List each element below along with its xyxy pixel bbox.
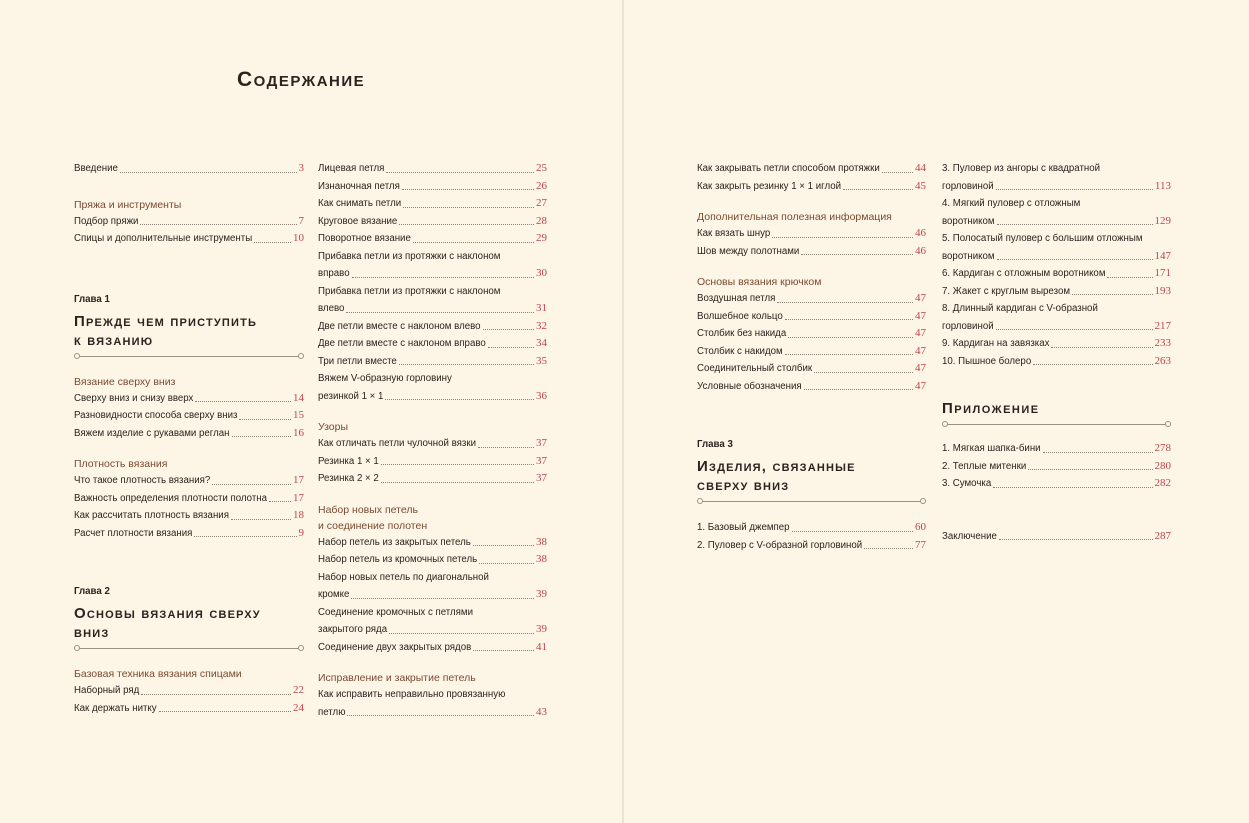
toc-entry[interactable]: Две петли вместе с наклоном вправо 34 — [318, 337, 547, 349]
toc-entry[interactable]: Столбик без накида 47 — [697, 327, 926, 339]
section-heading: Исправление и закрытие петель — [318, 672, 476, 684]
toc-entry[interactable]: Изнаночная петля 26 — [318, 179, 547, 192]
toc-entry[interactable]: Разновидности способа сверху вниз 15 — [74, 409, 304, 421]
section-heading: Вязание сверху вниз — [74, 375, 176, 388]
toc-entry[interactable]: Что такое плотность вязания? 17 — [74, 474, 304, 486]
toc-column-4 — [942, 160, 1171, 545]
toc-column-2 — [318, 160, 547, 721]
toc-entry[interactable]: 9. Кардиган на завязках 233 — [942, 337, 1171, 349]
appendix-title: Приложение — [942, 400, 1040, 417]
section-heading: Набор новых петель и соединение полотен — [318, 503, 428, 532]
toc-entry[interactable]: Соединительный столбик 47 — [697, 362, 926, 374]
chapter-divider — [74, 353, 304, 360]
toc-entry[interactable]: Резинка 1 × 1 37 — [318, 454, 547, 467]
toc-entry[interactable]: 3. Пуловер из ангоры с квадратной горловиной 113 — [942, 163, 1171, 192]
toc-entry[interactable]: 6. Кардиган с отложным воротником 171 — [942, 267, 1171, 279]
toc-entry[interactable]: Поворотное вязание 29 — [318, 232, 547, 244]
toc-entry[interactable]: Волшебное кольцо 47 — [697, 309, 926, 322]
toc-entry[interactable]: Прибавка петли из протяжки с наклоном вправо 30 — [318, 250, 547, 279]
chapter-2-label: Глава 2 — [74, 586, 110, 597]
toc-entry[interactable]: Как закрыть резинку 1 × 1 иглой 45 — [697, 179, 926, 192]
toc-entry[interactable]: Как вязать шнур 46 — [697, 227, 926, 239]
toc-entry[interactable]: Прибавка петли из протяжки с наклоном влево 31 — [318, 285, 547, 314]
toc-entry[interactable]: Как исправить неправильно провязанную петлю 43 — [318, 689, 547, 718]
toc-entry[interactable]: 10. Пышное болеро 263 — [942, 354, 1171, 367]
toc-column-1 — [74, 160, 304, 717]
toc-entry[interactable]: Вяжем V-образную горловину резинкой 1 × 1 36 — [318, 373, 547, 402]
chapter-1-title: Прежде чем приступить к вязанию — [74, 312, 258, 349]
toc-entry[interactable]: Условные обозначения 47 — [697, 379, 926, 392]
toc-entry[interactable]: Как рассчитать плотность вязания 18 — [74, 509, 304, 521]
toc-entry[interactable]: Расчет плотности вязания 9 — [74, 526, 304, 539]
toc-entry[interactable]: Соединение кромочных с петлями закрытого ряда 39 — [318, 606, 547, 635]
toc-entry[interactable]: Набор петель из кромочных петель 38 — [318, 553, 547, 565]
toc-entry-conclusion[interactable]: Заключение 287 — [942, 529, 1171, 542]
toc-entry[interactable]: Шов между полотнами 46 — [697, 244, 926, 257]
toc-entry[interactable]: Резинка 2 × 2 37 — [318, 472, 547, 484]
toc-entry[interactable]: Как отличать петли чулочной вязки 37 — [318, 437, 547, 449]
toc-entry[interactable]: 5. Полосатый пуловер с большим отложным воротником 147 — [942, 233, 1171, 262]
toc-entry[interactable]: Круговое вязание 28 — [318, 214, 547, 227]
toc-entry[interactable]: 3. Сумочка 282 — [942, 477, 1171, 489]
chapter-divider — [697, 498, 926, 505]
toc-entry[interactable]: Соединение двух закрытых рядов 41 — [318, 640, 547, 653]
chapter-3-title: Изделия, связанные сверху вниз — [697, 458, 856, 494]
chapter-divider — [74, 645, 304, 652]
toc-entry[interactable]: Набор новых петель по диагональной кромке 39 — [318, 571, 547, 600]
toc-entry[interactable]: 1. Мягкая шапка-бини 278 — [942, 442, 1171, 454]
chapter-1-label: Глава 1 — [74, 293, 110, 305]
toc-entry[interactable]: Наборный ряд 22 — [74, 684, 304, 696]
section-heading: Узоры — [318, 421, 349, 433]
section-heading-yarn: Пряжа и инструменты — [74, 198, 182, 211]
toc-entry[interactable]: Воздушная петля 47 — [697, 292, 926, 304]
toc-entry[interactable]: Подбор пряжи 7 — [74, 214, 304, 227]
toc-entry[interactable]: Две петли вместе с наклоном влево 32 — [318, 319, 547, 332]
toc-entry[interactable]: 4. Мягкий пуловер с отложным воротником 129 — [942, 198, 1171, 227]
chapter-2-title: Основы вязания сверху вниз — [74, 605, 261, 641]
chapter-3-label: Глава 3 — [697, 439, 733, 450]
toc-entry[interactable]: Вяжем изделие с рукавами реглан 16 — [74, 426, 304, 439]
toc-entry[interactable]: 8. Длинный кардиган с V-образной горловиной 217 — [942, 303, 1171, 332]
book-spine — [622, 0, 624, 823]
toc-entry[interactable]: Лицевая петля 25 — [318, 162, 547, 174]
toc-entry-intro[interactable]: Введение 3 — [74, 162, 304, 174]
toc-entry[interactable]: Спицы и дополнительные инструменты 10 — [74, 232, 304, 244]
section-heading: Плотность вязания — [74, 458, 168, 470]
appendix-divider — [942, 421, 1171, 428]
toc-entry[interactable]: 2. Теплые митенки 280 — [942, 459, 1171, 472]
toc-column-3 — [697, 160, 926, 554]
toc-entry[interactable]: Как закрывать петли способом протяжки 44 — [697, 162, 926, 174]
toc-entry[interactable]: Как снимать петли 27 — [318, 197, 547, 209]
contents-title: Содержание — [237, 68, 366, 91]
section-heading: Основы вязания крючком — [697, 276, 822, 288]
toc-entry[interactable]: Набор петель из закрытых петель 38 — [318, 535, 547, 548]
toc-entry[interactable]: 1. Базовый джемпер 60 — [697, 521, 926, 533]
toc-entry[interactable]: Важность определения плотности полотна 17 — [74, 491, 304, 504]
toc-entry[interactable]: 7. Жакет с круглым вырезом 193 — [942, 284, 1171, 297]
toc-entry[interactable]: 2. Пуловер с V-образной горловиной 77 — [697, 538, 926, 551]
toc-entry[interactable]: Как держать нитку 24 — [74, 701, 304, 714]
toc-entry[interactable]: Столбик с накидом 47 — [697, 344, 926, 357]
section-heading: Базовая техника вязания спицами — [74, 668, 242, 680]
toc-entry[interactable]: Три петли вместе 35 — [318, 354, 547, 367]
toc-entry[interactable]: Сверху вниз и снизу вверх 14 — [74, 391, 304, 404]
section-heading: Дополнительная полезная информация — [697, 211, 892, 223]
